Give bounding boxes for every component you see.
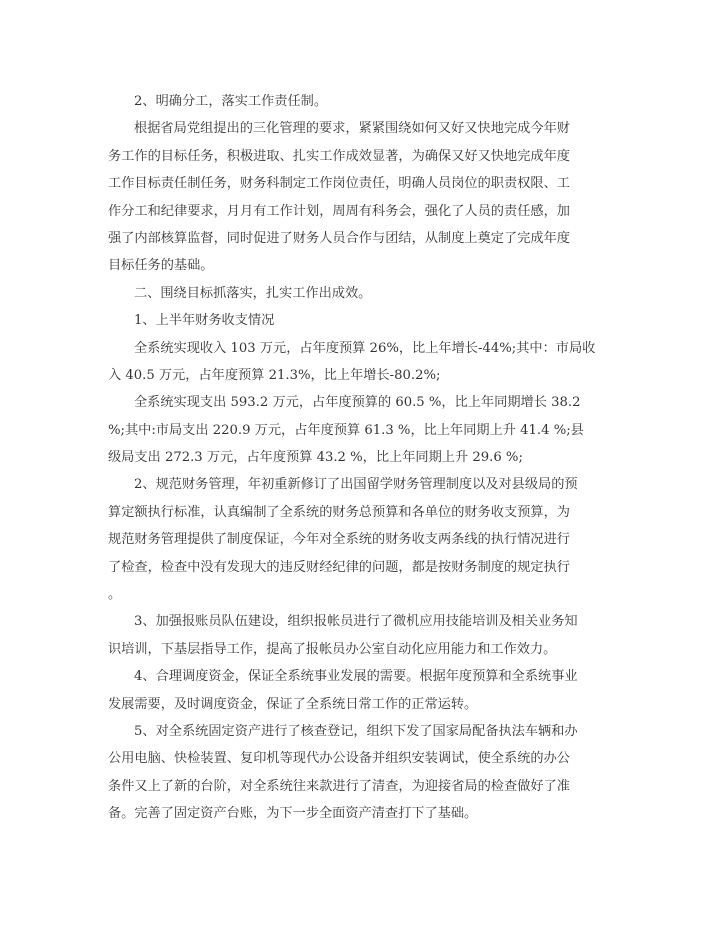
- text-line: 5、对全系统固定资产进行了核查登记，组织下发了国家局配备执法车辆和办: [134, 723, 578, 739]
- text-line: 2、明确分工，落实工作责任制。: [134, 94, 328, 109]
- paragraph: [108, 718, 578, 828]
- text-line: 1、上半年财务收支情况: [134, 313, 275, 329]
- text-line: 强了内部核算监督，同时促进了财务人员合作与团结，从制度上奠定了完成年度: [108, 230, 570, 246]
- text-line: 了检查，检查中没有发现大的违反财经纪律的问题，都是按财务制度的规定执行: [108, 559, 570, 575]
- paragraph: [108, 389, 584, 471]
- text-line: 二、围绕目标抓落实，扎实工作出成效。: [134, 285, 372, 301]
- paragraph: [108, 608, 578, 663]
- paragraph: [108, 280, 570, 307]
- text-line: 识培训，下基层指导工作，提高了报帐员办公室自动化应用能力和工作效力。: [108, 641, 557, 657]
- text-line: 工作目标责任制任务，财务科制定工作岗位责任，明确人员岗位的职责权限、工: [108, 176, 570, 192]
- text-line: 算定额执行标准，认真编制了全系统的财务总预算和各单位的财务收支预算，为: [108, 504, 570, 520]
- text-line: 公用电脑、快检装置、复印机等现代办公设备并组织安装调试，使全系统的办公: [108, 751, 570, 767]
- text-line: 全系统实现支出 593.2 万元，占年度预算的 60.5 %，比上年同期增长 38.2: [134, 395, 581, 411]
- document-body: [108, 88, 596, 828]
- text-line: %;其中:市局支出 220.9 万元，占年度预算 61.3 %，比上年同期上升 41.4 %;县: [108, 422, 584, 438]
- paragraph: [108, 307, 570, 334]
- text-line: 2、规范财务管理，年初重新修订了出国留学财务管理制度以及对县级局的预: [134, 477, 578, 493]
- text-line: 务工作的目标任务，积极进取、扎实工作成效显著，为确保又好又快地完成年度: [108, 148, 570, 164]
- text-line: 根据省局党组提出的三化管理的要求，紧紧围绕如何又好又快地完成今年财: [134, 121, 570, 137]
- text-line: 发展需要，及时调度资金，保证了全系统日常工作的正常运转。: [108, 696, 478, 712]
- text-line: 作分工和纪律要求，月月有工作计划，周周有科务会，强化了人员的责任感，加: [108, 203, 570, 219]
- paragraph: [108, 88, 570, 115]
- text-line: 目标任务的基础。: [108, 258, 214, 274]
- paragraph: [108, 115, 570, 279]
- text-line: 规范财务管理提供了制度保证，今年对全系统的财务收支两条线的执行情况进行: [108, 532, 570, 548]
- text-line: 3、加强报账员队伍建设，组织报帐员进行了微机应用技能培训及相关业务知: [134, 614, 578, 630]
- paragraph: [108, 335, 596, 390]
- text-line: 。: [108, 587, 122, 603]
- paragraph: [108, 663, 578, 718]
- text-line: 备。完善了固定资产台账，为下一步全面资产清查打下了基础。: [108, 806, 478, 822]
- text-line: 入 40.5 万元，占年度预算 21.3%，比上年增长-80.2%;: [108, 367, 441, 383]
- text-line: 条件又上了新的台阶，对全系统往来款进行了清查，为迎接省局的检查做好了准: [108, 778, 570, 794]
- text-line: 级局支出 272.3 万元，占年度预算 43.2 %，比上年同期上升 29.6 %;: [108, 450, 523, 466]
- text-line: 全系统实现收入 103 万元，占年度预算 26%，比上年增长-44%;其中：市局收: [134, 340, 596, 356]
- paragraph: [108, 471, 578, 608]
- text-line: 4、合理调度资金，保证全系统事业发展的需要。根据年度预算和全系统事业: [134, 669, 578, 685]
